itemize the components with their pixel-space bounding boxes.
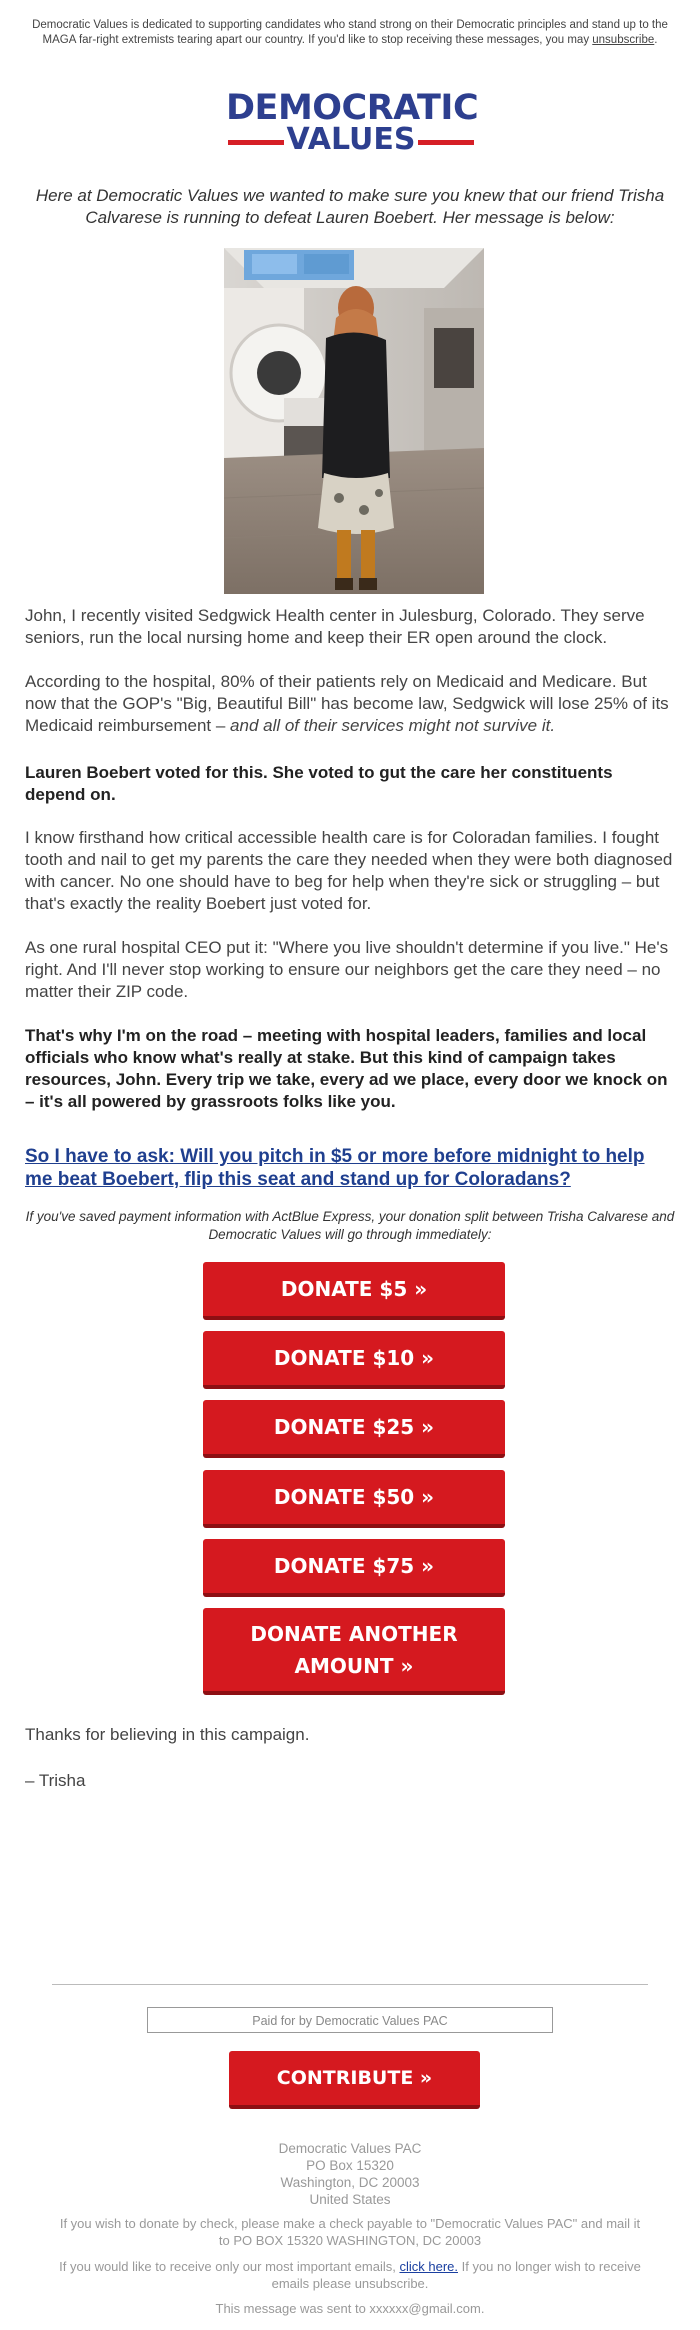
email-note-after: If you no longer wish to receive emails please unsubscribe.: [271, 2259, 641, 2291]
notice-text: Democratic Values is dedicated to supporting candidates who stand strong on their Democratic principles and stand up to the MAGA far-right extremists tearing apart our country. If you'd like to stop receiving these messages, you may: [32, 19, 668, 46]
footer-divider: [52, 1984, 648, 1985]
logo-line2: VALUES: [286, 122, 416, 157]
notice-end: .: [654, 34, 658, 46]
top-notice: [20, 18, 680, 48]
democratic-values-logo: [226, 88, 479, 158]
check-donation-note: If you wish to donate by check, please make a check payable to "Democratic Values PAC" and mail it to PO BOX 15320 WASHINGTON, DC 20003: [59, 2216, 641, 2248]
paragraph-5: As one rural hospital CEO put it: "Where you live shouldn't determine if you live." He's right. And I'll never stop working to ensure our neighbors get the care they need – no matter their ZIP code.: [25, 938, 669, 1001]
donate-ask-link[interactable]: So I have to ask: Will you pitch in $5 or more before midnight to help me beat Boebert, flip this seat and stand up for Coloradans?: [25, 1146, 645, 1190]
paragraph-2: [25, 671, 675, 737]
email-preferences-note: [55, 2258, 645, 2292]
photo-illustration: [224, 248, 484, 594]
contribute-button[interactable]: CONTRIBUTE »: [229, 2051, 480, 2109]
paragraph-2-main: According to the hospital, 80% of their patients rely on Medicaid and Medicare. But now that the GOP's "Big, Beautiful Bill" has become law, Sedgwick will lose 25% of its Medicaid reimbursement –: [25, 672, 669, 735]
donate-75-button[interactable]: DONATE $75 »: [203, 1539, 505, 1597]
address-line: PO Box 15320: [306, 2158, 394, 2173]
hospital-visit-photo: [224, 248, 484, 594]
paid-for-disclaimer: Paid for by Democratic Values PAC: [147, 2007, 553, 2033]
click-here-link[interactable]: click here.: [399, 2259, 458, 2274]
logo-line1: DEMOCRATIC: [226, 88, 479, 128]
unsubscribe-link[interactable]: unsubscribe: [592, 34, 655, 46]
address-line: Washington, DC 20003: [280, 2175, 420, 2190]
donate-50-button[interactable]: DONATE $50 »: [203, 1470, 505, 1528]
mailing-address: [0, 2140, 700, 2208]
donate-5-button[interactable]: DONATE $5 »: [203, 1262, 505, 1320]
paragraph-1: John, I recently visited Sedgwick Health center in Julesburg, Colorado. They serve seniors, run the local nursing home and keep their ER open around the clock.: [25, 606, 645, 647]
sent-to-note: This message was sent to xxxxxx@gmail.com.: [215, 2301, 485, 2316]
address-line: Democratic Values PAC: [278, 2141, 422, 2156]
closing-thanks: Thanks for believing in this campaign.: [25, 1725, 310, 1744]
address-line: United States: [309, 2192, 391, 2207]
paragraph-2-italic: and all of their services might not survive it.: [230, 716, 556, 735]
donate-another-amount-button[interactable]: DONATE ANOTHER AMOUNT »: [203, 1608, 505, 1695]
paragraph-6: That's why I'm on the road – meeting with hospital leaders, families and local officials who know what's really at stake. But this kind of campaign takes resources, John. Every trip we take, every ad we place, every door we knock on – it's all powered by grassroots folks like you.: [25, 1026, 668, 1111]
paragraph-4: I know firsthand how critical accessible health care is for Coloradan families. I fought tooth and nail to get my parents the care they needed when they were both diagnosed with cancer. No one should have to beg for help when they're sick or struggling – but that's exactly the reality Boebert just voted for.: [25, 828, 673, 913]
paragraph-3: Lauren Boebert voted for this. She voted to gut the care her constituents depend on.: [25, 763, 613, 804]
signature: – Trisha: [25, 1771, 86, 1790]
email-note-before: If you would like to receive only our most important emails,: [59, 2259, 400, 2274]
intro-text: Here at Democratic Values we wanted to make sure you knew that our friend Trisha Calvarese is running to defeat Lauren Boebert. Her message is below:: [35, 186, 665, 227]
donate-10-button[interactable]: DONATE $10 »: [203, 1331, 505, 1389]
actblue-express-note: If you've saved payment information with ActBlue Express, your donation split between Trisha Calvarese and Democratic Values will go through immediately:: [25, 1209, 675, 1242]
donate-25-button[interactable]: DONATE $25 »: [203, 1400, 505, 1458]
